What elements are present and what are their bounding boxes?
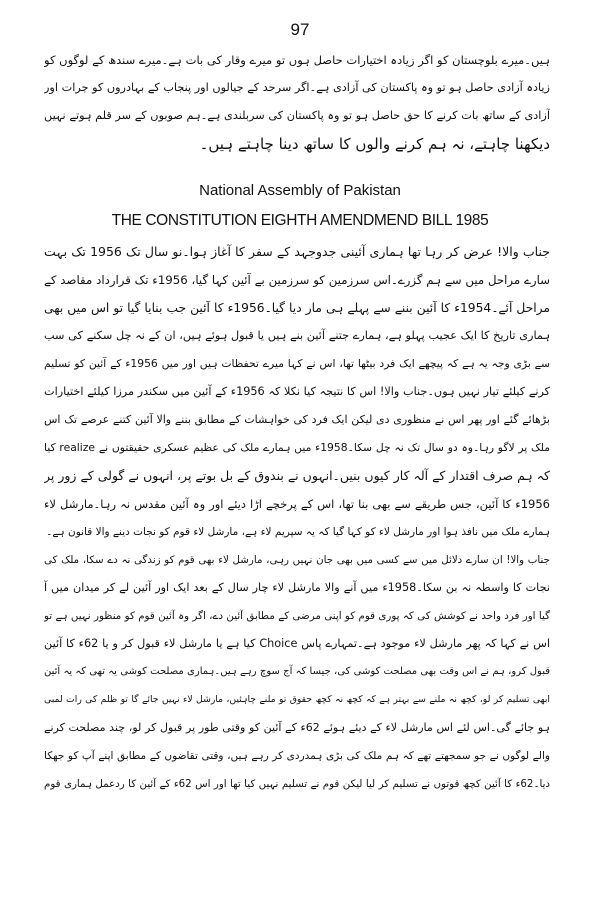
paragraph-2 bbox=[44, 546, 550, 798]
text-line: آزادی کے ساتھ بات کرنے کا حق حاصل ہو تو وہ پاکستان کی سربلندی ہے۔ہم صوبوں کے سر قلم ہوتے نہیں bbox=[44, 109, 550, 122]
text-line: کرنے کیلئے تیار نہیں ہوں۔جناب والا! اس کا نتیجہ کیا نکلا کہ 1956ء کے آئین میں سکندر مرزا کیلئے اختیارات bbox=[44, 385, 550, 398]
text-line: 1956ء کا آئین، جس طریقے سے بھی بنا تھا، اس کے پرخچے اڑا دیئے اور وہ آئین مقدس نہ رہا۔مارشل لاء bbox=[44, 497, 550, 511]
text-line: دیکھنا چاہتے، نہ ہم کرنے والوں کا ساتھ دینا چاہتے ہیں۔ bbox=[199, 135, 550, 153]
page-number: 97 bbox=[290, 20, 310, 39]
main-text bbox=[44, 238, 550, 798]
text-line: جناب والا! عرض کر رہا تھا ہماری آئینی جدوجہد کے سفر کا آغاز ہوا۔نو سال تک 1956 تک بہت bbox=[44, 244, 550, 259]
text-line: مراحل آئے۔1954ء کا آئین بننے سے پہلے ہی مار دیا گیا۔1956ء کا آئین جب بنایا گیا تو اس میں بھی bbox=[44, 301, 550, 315]
text-line: سارے مراحل میں سے ہم گزرے۔اس سرزمین کو سرزمین بے آئین کہا گیا، 1956ء تک قرارداد مقاصد کے bbox=[44, 273, 550, 287]
text-line: ملک پر لاگو رہا۔وہ دو سال تک نہ چل سکا۔1958ء میں ہمارے ملک کی عظیم عسکری حقیقتوں نے realize کیا bbox=[44, 441, 550, 454]
text-line: نجات کا واسطہ نہ بن سکا۔1958ء میں آنے والا مارشل لاء چار سال کے بعد ایک اور آئین لے کر میدان میں آ bbox=[44, 581, 550, 594]
text-line: گیا اور فرد واحد نے کوشش کی کہ پوری قوم کو اپنی مرضی کے مطابق آئین دے، اگر وہ آئین قوم کو منظور نہیں ہے تو bbox=[44, 610, 550, 622]
text-line: ہماری تاریخ کا ایک عجیب پہلو ہے، ہمارے جتنے آئین بنے ہیں یا قبول ہوئے ہیں، ان کے نہ چل سکنے کی سب bbox=[44, 329, 550, 342]
assembly-heading: National Assembly of Pakistan bbox=[199, 182, 401, 199]
bill-heading: THE CONSTITUTION EIGHTH AMENDMEND BILL 1985 bbox=[111, 212, 489, 229]
top-paragraph bbox=[44, 46, 550, 158]
text-line: والے لوگوں نے جو سمجھتے تھے کہ ہم ملک کی بڑی ہمدردی کر رہے ہیں، وقتی تقاضوں کے مطابق اپنے آپ کو جھکا bbox=[44, 750, 550, 762]
text-line: ابھی تسلیم کر لو، کچھ نہ ملنے سے بہتر ہے کہ کچھ نہ کچھ حقوق تو ملنے چاہئیں، مارشل لاء نہیں جائے گا تو ظلم کی رات لمبی bbox=[44, 694, 550, 705]
text-line: جناب والا! ان سارے دلائل میں سے کسی میں بھی جان نہیں رہی، مارشل لاء بھی قوم کو زندگی نہ دے سکا، ملک کی bbox=[44, 554, 550, 566]
text-line: ہو جائے گی۔اس لئے اس مارشل لاء کے دیئے ہوئے 62ء کے آئین کو وقتی طور پر قبول کر لو، چند مصلحت کرنے bbox=[44, 721, 550, 734]
text-line: دیا۔62ء کا آئین کچھ قوتوں نے تسلیم کر لیا لیکن قوم نے تسلیم نہیں کیا تھا اور اس 62ء کے آئین کا ردعمل ہماری قوم bbox=[44, 778, 550, 790]
text-line: کہ ہم صرف اقتدار کے آلہ کار کیوں بنیں۔انہوں نے بندوق کے بل بوتے پر، انہوں نے گولی کے زور پر bbox=[44, 468, 550, 483]
paragraph-1 bbox=[44, 238, 550, 546]
text-line: زیادہ آزادی حاصل ہو تو وہ پاکستان کی آزادی ہے۔اگر سرحد کے جیالوں اور پنجاب کے بہادروں کو جرات اور bbox=[44, 81, 550, 94]
text-line: سے بڑی وجہ یہ ہے کہ پیچھے ایک فرد بیٹھا تھا، اس نے کہا میرے تحفظات ہیں اور میں 1956ء کے آئین کو تسلیم bbox=[44, 357, 550, 370]
text-line: بڑھائے گئے اور پھر اس نے منظوری دی لیکن ایک فرد کی خواہشات کے مطابق بننے والا آئین کتنے عرصے تک اس bbox=[44, 413, 550, 426]
text-line: ہیں۔میرے بلوچستان کو اگر زیادہ اختیارات حاصل ہوں تو میرے وقار کی بات ہے۔میرے سندھ کے لوگوں کو bbox=[44, 53, 550, 67]
text-line: اس نے کہا کہ پھر مارشل لاء موجود ہے۔تمہارے پاس Choice کیا ہے یا مارشل لاء قبول کر و یا 62ء کا آئین bbox=[44, 637, 550, 650]
text-line: قبول کرو، ہم نے اس وقت بھی مصلحت کوشی کی، جیسا کہ آج سوچ رہے ہیں۔ہماری مصلحت کوشی یہ تھی کہ یہ آئین bbox=[44, 666, 550, 677]
text-line: ہمارے ملک میں نافذ ہوا اور مارشل لاء کو کہا گیا کہ یہ سپریم لاء ہے، مارشل لاء قوم کو نجات دینے والا قانون ہے۔ bbox=[46, 526, 550, 538]
